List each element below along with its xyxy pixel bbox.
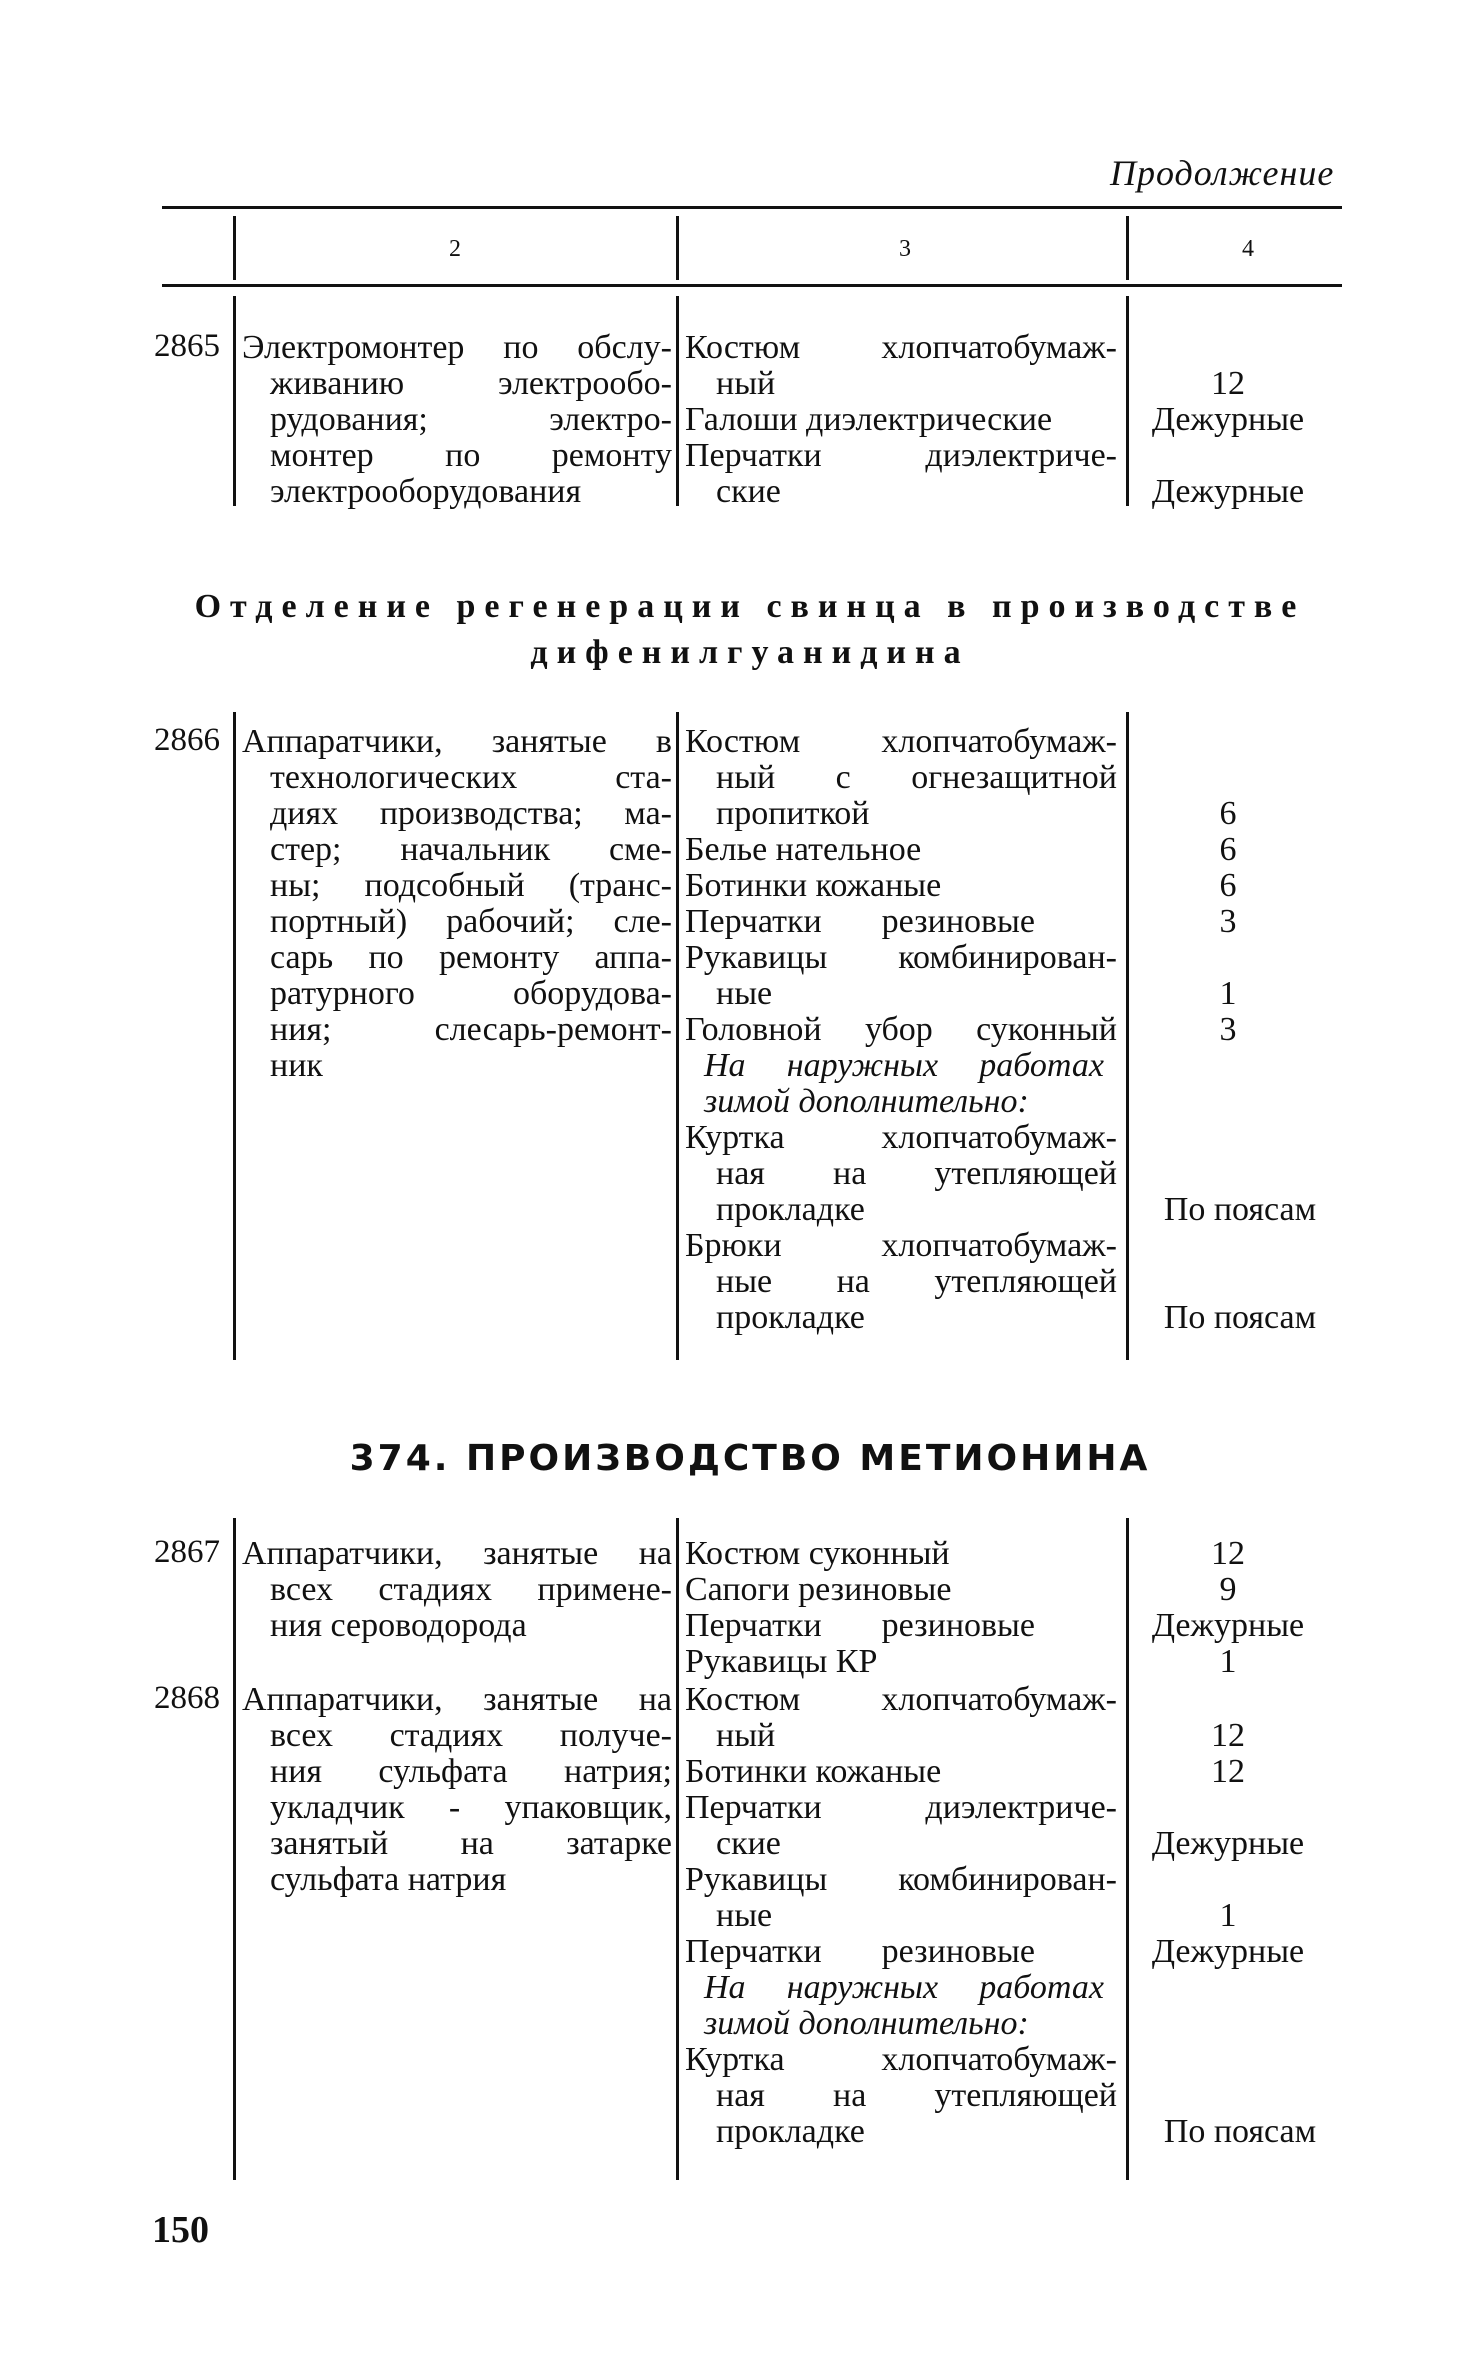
row-2866-occupation: ник bbox=[270, 1047, 323, 1084]
row-2867-occupation: всех стадиях примене- bbox=[270, 1571, 672, 1608]
row-2868-term: 12 bbox=[1211, 1717, 1245, 1754]
row-2866-occupation: стер; начальник сме- bbox=[270, 831, 672, 868]
row-2866-term: 3 bbox=[1219, 903, 1237, 940]
row-2866-occupation: портный) рабочий; сле- bbox=[270, 903, 672, 940]
row-2868-item: прокладке bbox=[716, 2113, 865, 2150]
row-2867-term: Дежурные bbox=[1151, 1607, 1305, 1644]
header-bottom-rule bbox=[162, 284, 1342, 287]
row-2866-item: ные на утепляющей bbox=[716, 1263, 1117, 1300]
row-2865-item: Костюм хлопчатобумаж- bbox=[685, 329, 1117, 366]
row-2865-occupation: электрооборудования bbox=[270, 473, 582, 510]
row-2866-term: 3 bbox=[1219, 1011, 1237, 1048]
row-2866-term: 6 bbox=[1219, 831, 1237, 868]
row-2868-item: ские bbox=[716, 1825, 781, 1862]
row-2867-occupation: ния сероводорода bbox=[270, 1607, 527, 1644]
row-2867-item: Костюм суконный bbox=[685, 1535, 950, 1572]
header-col4: 4 bbox=[1242, 236, 1254, 262]
row-number-2865: 2865 bbox=[154, 328, 220, 364]
row-2868-occupation: всех стадиях получе- bbox=[270, 1717, 672, 1754]
row-2868-item: Рукавицы комбинирован- bbox=[685, 1861, 1117, 1898]
row-2866-occupation: Аппаратчики, занятые в bbox=[242, 723, 672, 760]
row-2865-term: Дежурные bbox=[1151, 473, 1305, 510]
row-2866-term: По поясам bbox=[1163, 1299, 1317, 1336]
row-2866-item: ные bbox=[716, 975, 773, 1012]
row-2868-term: По поясам bbox=[1163, 2113, 1317, 2150]
row-number-2866: 2866 bbox=[154, 722, 220, 758]
page-number: 150 bbox=[152, 2209, 209, 2251]
row-number-2868: 2868 bbox=[154, 1680, 220, 1716]
table-top-rule bbox=[162, 206, 1342, 209]
row-2866-item: прокладке bbox=[716, 1191, 865, 1228]
row-2867-item: Рукавицы КР bbox=[685, 1643, 878, 1680]
row-2866-item: Головной убор суконный bbox=[685, 1011, 1117, 1048]
row-2868-occupation: занятый на затарке bbox=[270, 1825, 672, 1862]
row-2866-item: Перчатки резиновые bbox=[685, 903, 1035, 940]
section-heading-line2: дифенилгуанидина bbox=[530, 634, 970, 671]
row-2866-term: По поясам bbox=[1163, 1191, 1317, 1228]
row-2866-item: Куртка хлопчатобумаж- bbox=[685, 1119, 1117, 1156]
row-2868-item: Перчатки диэлектриче- bbox=[685, 1789, 1117, 1826]
header-divider-2 bbox=[676, 216, 679, 280]
row-2867-term: 1 bbox=[1219, 1643, 1237, 1680]
row-2868-item: Костюм хлопчатобумаж- bbox=[685, 1681, 1117, 1718]
row-2868-item: Ботинки кожаные bbox=[685, 1753, 942, 1790]
row-2867-occupation: Аппаратчики, занятые на bbox=[242, 1535, 672, 1572]
row-2866-occupation: сарь по ремонту аппа- bbox=[270, 939, 672, 976]
row-2868-note: зимой дополнительно: bbox=[704, 2005, 1029, 2042]
col-divider bbox=[233, 1518, 236, 2180]
row-2866-occupation: ния; слесарь-ремонт- bbox=[270, 1011, 672, 1048]
row-2865-occupation: монтер по ремонту bbox=[270, 437, 672, 474]
row-2866-item: Брюки хлопчатобумаж- bbox=[685, 1227, 1117, 1264]
col-divider bbox=[233, 296, 236, 506]
row-2867-term: 12 bbox=[1211, 1535, 1245, 1572]
row-2866-note: На наружных работах bbox=[704, 1047, 1104, 1084]
row-2866-item: Костюм хлопчатобумаж- bbox=[685, 723, 1117, 760]
header-divider-1 bbox=[233, 216, 236, 280]
row-2868-term: 1 bbox=[1219, 1897, 1237, 1934]
row-2866-note: зимой дополнительно: bbox=[704, 1083, 1029, 1120]
row-2868-item: ная на утепляющей bbox=[716, 2077, 1117, 2114]
row-2868-term: Дежурные bbox=[1151, 1825, 1305, 1862]
row-2866-item: ная на утепляющей bbox=[716, 1155, 1117, 1192]
row-2868-item: Куртка хлопчатобумаж- bbox=[685, 2041, 1117, 2078]
row-2866-term: 6 bbox=[1219, 867, 1237, 904]
row-2866-item: ный с огнезащитной bbox=[716, 759, 1117, 796]
row-2865-occupation: Электромонтер по обслу- bbox=[242, 329, 672, 366]
row-2866-item: пропиткой bbox=[716, 795, 870, 832]
row-2866-term: 1 bbox=[1219, 975, 1237, 1012]
col-divider bbox=[233, 712, 236, 1360]
header-col3: 3 bbox=[899, 236, 911, 262]
row-2865-occupation: живанию электрообо- bbox=[270, 365, 672, 402]
row-2865-item: Перчатки диэлектриче- bbox=[685, 437, 1117, 474]
row-2868-item: Перчатки резиновые bbox=[685, 1933, 1035, 1970]
continuation-label: Продолжение bbox=[1110, 153, 1335, 193]
row-2867-term: 9 bbox=[1219, 1571, 1237, 1608]
header-col2: 2 bbox=[449, 236, 461, 262]
section-374-heading: 374. ПРОИЗВОДСТВО МЕТИОНИНА bbox=[349, 1438, 1151, 1479]
header-divider-3 bbox=[1126, 216, 1129, 280]
row-2868-occupation: сульфата натрия bbox=[270, 1861, 507, 1898]
row-2865-item: ный bbox=[716, 365, 776, 402]
row-2868-term: 12 bbox=[1211, 1753, 1245, 1790]
row-2866-occupation: ратурного оборудова- bbox=[270, 975, 672, 1012]
row-2866-item: Ботинки кожаные bbox=[685, 867, 942, 904]
row-2866-item: прокладке bbox=[716, 1299, 865, 1336]
row-2865-term: Дежурные bbox=[1151, 401, 1305, 438]
row-2868-occupation: укладчик - упаковщик, bbox=[270, 1789, 672, 1826]
row-2866-term: 6 bbox=[1219, 795, 1237, 832]
row-2865-item: Галоши диэлектрические bbox=[685, 401, 1053, 438]
row-2867-item: Сапоги резиновые bbox=[685, 1571, 952, 1608]
row-2866-item: Белье нательное bbox=[685, 831, 922, 868]
section-heading-line1: Отделение регенерации свинца в производстве bbox=[194, 588, 1306, 625]
row-2865-occupation: рудования; электро- bbox=[270, 401, 672, 438]
row-2866-item: Рукавицы комбинирован- bbox=[685, 939, 1117, 976]
row-2867-item: Перчатки резиновые bbox=[685, 1607, 1035, 1644]
row-2868-item: ные bbox=[716, 1897, 773, 1934]
row-2866-occupation: технологических ста- bbox=[270, 759, 672, 796]
row-2868-occupation: ния сульфата натрия; bbox=[270, 1753, 672, 1790]
row-2868-term: Дежурные bbox=[1151, 1933, 1305, 1970]
row-number-2867: 2867 bbox=[154, 1534, 220, 1570]
row-2868-item: ный bbox=[716, 1717, 776, 1754]
row-2866-occupation: диях производства; ма- bbox=[270, 795, 672, 832]
row-2868-note: На наружных работах bbox=[704, 1969, 1104, 2006]
row-2865-term: 12 bbox=[1211, 365, 1245, 402]
row-2868-occupation: Аппаратчики, занятые на bbox=[242, 1681, 672, 1718]
row-2865-item: ские bbox=[716, 473, 781, 510]
row-2866-occupation: ны; подсобный (транс- bbox=[270, 867, 672, 904]
col-divider bbox=[676, 712, 679, 1360]
